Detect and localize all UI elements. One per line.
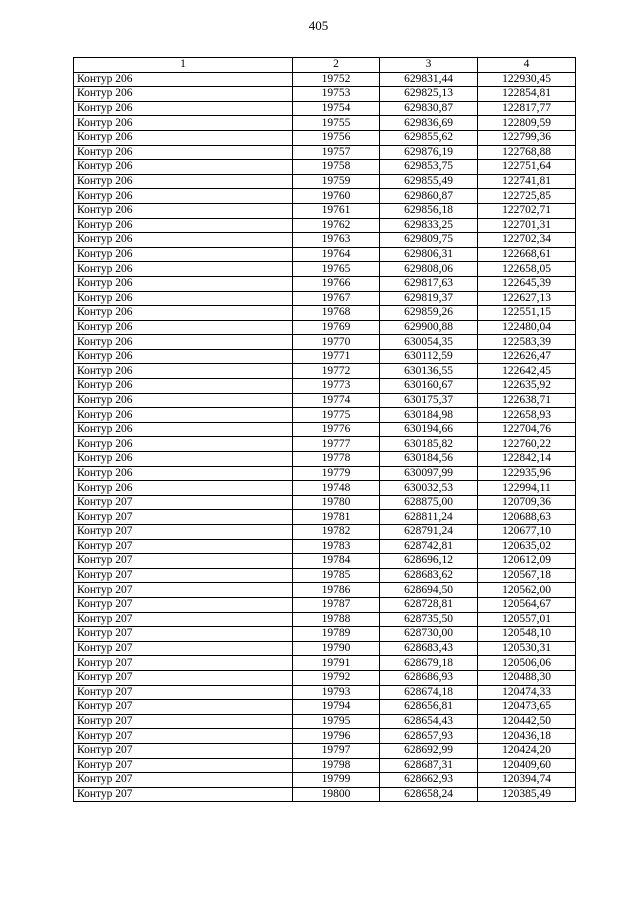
table-row <box>74 276 576 291</box>
cell-coordinate-x: 628875,00 <box>380 495 478 510</box>
cell-coordinate-y: 120688,63 <box>478 510 576 525</box>
cell-contour: Контур 207 <box>74 641 293 656</box>
cell-point-number: 19778 <box>293 452 380 467</box>
cell-contour: Контур 207 <box>74 670 293 685</box>
cell-point-number: 19786 <box>293 583 380 598</box>
cell-coordinate-x: 628683,43 <box>380 641 478 656</box>
cell-contour: Контур 206 <box>74 101 293 116</box>
cell-coordinate-x: 629809,75 <box>380 233 478 248</box>
cell-coordinate-y: 122480,04 <box>478 320 576 335</box>
cell-contour: Контур 206 <box>74 437 293 452</box>
table-row <box>74 539 576 554</box>
table-row <box>74 685 576 700</box>
cell-coordinate-x: 630184,98 <box>380 408 478 423</box>
table-row <box>74 335 576 350</box>
cell-point-number: 19765 <box>293 262 380 277</box>
cell-coordinate-x: 630160,67 <box>380 379 478 394</box>
cell-coordinate-x: 629830,87 <box>380 101 478 116</box>
header-col-3: 3 <box>380 58 478 73</box>
cell-coordinate-y: 122551,15 <box>478 306 576 321</box>
cell-point-number: 19797 <box>293 743 380 758</box>
cell-coordinate-y: 122930,45 <box>478 72 576 87</box>
table-row <box>74 408 576 423</box>
cell-contour: Контур 207 <box>74 510 293 525</box>
cell-coordinate-x: 628694,50 <box>380 583 478 598</box>
cell-coordinate-x: 630054,35 <box>380 335 478 350</box>
cell-contour: Контур 206 <box>74 408 293 423</box>
cell-coordinate-y: 122658,05 <box>478 262 576 277</box>
cell-point-number: 19763 <box>293 233 380 248</box>
table-row <box>74 291 576 306</box>
cell-coordinate-x: 628696,12 <box>380 554 478 569</box>
cell-coordinate-y: 120612,09 <box>478 554 576 569</box>
cell-coordinate-y: 122799,36 <box>478 130 576 145</box>
cell-contour: Контур 207 <box>74 700 293 715</box>
cell-coordinate-y: 122701,31 <box>478 218 576 233</box>
cell-point-number: 19794 <box>293 700 380 715</box>
cell-point-number: 19781 <box>293 510 380 525</box>
cell-point-number: 19767 <box>293 291 380 306</box>
cell-coordinate-y: 120506,06 <box>478 656 576 671</box>
cell-point-number: 19752 <box>293 72 380 87</box>
cell-coordinate-y: 122935,96 <box>478 466 576 481</box>
cell-coordinate-x: 630032,53 <box>380 481 478 496</box>
cell-coordinate-x: 628687,31 <box>380 758 478 773</box>
table-row <box>74 422 576 437</box>
cell-contour: Контур 207 <box>74 729 293 744</box>
cell-contour: Контур 206 <box>74 306 293 321</box>
cell-coordinate-y: 122645,39 <box>478 276 576 291</box>
table-row <box>74 758 576 773</box>
cell-contour: Контур 206 <box>74 262 293 277</box>
cell-coordinate-y: 120436,18 <box>478 729 576 744</box>
cell-coordinate-y: 122842,14 <box>478 452 576 467</box>
cell-contour: Контур 207 <box>74 539 293 554</box>
cell-point-number: 19782 <box>293 525 380 540</box>
table-row <box>74 481 576 496</box>
cell-contour: Контур 206 <box>74 379 293 394</box>
cell-coordinate-y: 122768,88 <box>478 145 576 160</box>
cell-coordinate-y: 122760,22 <box>478 437 576 452</box>
table-body <box>74 72 576 802</box>
cell-coordinate-x: 630136,55 <box>380 364 478 379</box>
cell-coordinate-y: 122817,77 <box>478 101 576 116</box>
cell-point-number: 19793 <box>293 685 380 700</box>
cell-contour: Контур 207 <box>74 743 293 758</box>
cell-contour: Контур 206 <box>74 291 293 306</box>
cell-point-number: 19759 <box>293 174 380 189</box>
cell-coordinate-x: 628686,93 <box>380 670 478 685</box>
header-col-2: 2 <box>293 58 380 73</box>
cell-coordinate-y: 120409,60 <box>478 758 576 773</box>
cell-point-number: 19796 <box>293 729 380 744</box>
cell-coordinate-x: 628658,24 <box>380 787 478 802</box>
cell-coordinate-x: 629819,37 <box>380 291 478 306</box>
cell-point-number: 19789 <box>293 627 380 642</box>
table-row <box>74 641 576 656</box>
page-number: 405 <box>308 18 329 33</box>
table-row <box>74 627 576 642</box>
cell-coordinate-y: 122626,47 <box>478 349 576 364</box>
cell-coordinate-x: 628692,99 <box>380 743 478 758</box>
cell-point-number: 19775 <box>293 408 380 423</box>
table-row <box>74 700 576 715</box>
cell-coordinate-y: 120424,20 <box>478 743 576 758</box>
cell-contour: Контур 206 <box>74 218 293 233</box>
table-row <box>74 349 576 364</box>
cell-point-number: 19780 <box>293 495 380 510</box>
cell-coordinate-x: 629900,88 <box>380 320 478 335</box>
table-row <box>74 72 576 87</box>
cell-point-number: 19772 <box>293 364 380 379</box>
table-row <box>74 379 576 394</box>
cell-coordinate-y: 120557,01 <box>478 612 576 627</box>
cell-coordinate-y: 122809,59 <box>478 116 576 131</box>
header-col-4: 4 <box>478 58 576 73</box>
cell-coordinate-x: 629876,19 <box>380 145 478 160</box>
cell-point-number: 19785 <box>293 568 380 583</box>
cell-coordinate-x: 628656,81 <box>380 700 478 715</box>
cell-coordinate-x: 628674,18 <box>380 685 478 700</box>
cell-coordinate-y: 120488,30 <box>478 670 576 685</box>
cell-coordinate-x: 629808,06 <box>380 262 478 277</box>
cell-point-number: 19754 <box>293 101 380 116</box>
cell-contour: Контур 206 <box>74 422 293 437</box>
cell-coordinate-x: 628811,24 <box>380 510 478 525</box>
cell-coordinate-x: 629836,69 <box>380 116 478 131</box>
cell-coordinate-y: 120474,33 <box>478 685 576 700</box>
cell-coordinate-y: 120635,02 <box>478 539 576 554</box>
cell-contour: Контур 207 <box>74 773 293 788</box>
table-row <box>74 510 576 525</box>
table-row <box>74 568 576 583</box>
cell-contour: Контур 207 <box>74 495 293 510</box>
cell-coordinate-y: 120394,74 <box>478 773 576 788</box>
cell-point-number: 19783 <box>293 539 380 554</box>
table-row <box>74 495 576 510</box>
cell-coordinate-y: 122702,71 <box>478 203 576 218</box>
cell-coordinate-x: 629859,26 <box>380 306 478 321</box>
cell-point-number: 19784 <box>293 554 380 569</box>
cell-coordinate-x: 628683,62 <box>380 568 478 583</box>
cell-point-number: 19758 <box>293 160 380 175</box>
cell-coordinate-y: 122668,61 <box>478 247 576 262</box>
cell-coordinate-y: 122658,93 <box>478 408 576 423</box>
cell-contour: Контур 206 <box>74 452 293 467</box>
table-row <box>74 247 576 262</box>
cell-point-number: 19791 <box>293 656 380 671</box>
table-row <box>74 714 576 729</box>
cell-contour: Контур 207 <box>74 787 293 802</box>
cell-contour: Контур 206 <box>74 87 293 102</box>
cell-point-number: 19790 <box>293 641 380 656</box>
cell-coordinate-x: 630184,56 <box>380 452 478 467</box>
table-row <box>74 452 576 467</box>
cell-point-number: 19798 <box>293 758 380 773</box>
cell-coordinate-x: 629853,75 <box>380 160 478 175</box>
cell-coordinate-y: 122642,45 <box>478 364 576 379</box>
cell-coordinate-y: 120385,49 <box>478 787 576 802</box>
cell-point-number: 19787 <box>293 597 380 612</box>
cell-contour: Контур 207 <box>74 568 293 583</box>
cell-coordinate-y: 120677,10 <box>478 525 576 540</box>
cell-coordinate-y: 122627,13 <box>478 291 576 306</box>
table-row <box>74 233 576 248</box>
cell-coordinate-x: 630112,59 <box>380 349 478 364</box>
coordinates-table <box>73 57 576 802</box>
cell-coordinate-y: 120548,10 <box>478 627 576 642</box>
cell-contour: Контур 207 <box>74 525 293 540</box>
table-header <box>74 58 576 73</box>
table-row <box>74 145 576 160</box>
cell-coordinate-y: 122583,39 <box>478 335 576 350</box>
cell-contour: Контур 206 <box>74 320 293 335</box>
cell-point-number: 19795 <box>293 714 380 729</box>
cell-contour: Контур 206 <box>74 189 293 204</box>
cell-coordinate-y: 122751,64 <box>478 160 576 175</box>
cell-contour: Контур 206 <box>74 393 293 408</box>
table-row <box>74 656 576 671</box>
cell-coordinate-y: 120473,65 <box>478 700 576 715</box>
cell-coordinate-y: 122635,92 <box>478 379 576 394</box>
cell-contour: Контур 207 <box>74 597 293 612</box>
cell-coordinate-y: 120564,67 <box>478 597 576 612</box>
table-row <box>74 437 576 452</box>
cell-coordinate-x: 628662,93 <box>380 773 478 788</box>
cell-contour: Контур 207 <box>74 583 293 598</box>
cell-contour: Контур 206 <box>74 335 293 350</box>
table-row <box>74 130 576 145</box>
cell-coordinate-x: 630175,37 <box>380 393 478 408</box>
cell-point-number: 19761 <box>293 203 380 218</box>
cell-contour: Контур 206 <box>74 174 293 189</box>
cell-point-number: 19762 <box>293 218 380 233</box>
cell-contour: Контур 206 <box>74 247 293 262</box>
cell-point-number: 19779 <box>293 466 380 481</box>
cell-contour: Контур 206 <box>74 160 293 175</box>
cell-point-number: 19777 <box>293 437 380 452</box>
cell-coordinate-x: 630194,66 <box>380 422 478 437</box>
cell-coordinate-x: 629825,13 <box>380 87 478 102</box>
table-row <box>74 320 576 335</box>
cell-coordinate-y: 120442,50 <box>478 714 576 729</box>
table-row <box>74 743 576 758</box>
cell-coordinate-y: 122638,71 <box>478 393 576 408</box>
cell-contour: Контур 206 <box>74 349 293 364</box>
cell-coordinate-y: 120530,31 <box>478 641 576 656</box>
cell-coordinate-y: 120567,18 <box>478 568 576 583</box>
table-row <box>74 670 576 685</box>
table-row <box>74 306 576 321</box>
table-row <box>74 218 576 233</box>
cell-coordinate-x: 629817,63 <box>380 276 478 291</box>
cell-coordinate-x: 628742,81 <box>380 539 478 554</box>
cell-coordinate-x: 628728,81 <box>380 597 478 612</box>
table-row <box>74 364 576 379</box>
cell-point-number: 19799 <box>293 773 380 788</box>
table-row <box>74 597 576 612</box>
cell-coordinate-x: 628730,00 <box>380 627 478 642</box>
cell-point-number: 19768 <box>293 306 380 321</box>
cell-coordinate-x: 628654,43 <box>380 714 478 729</box>
cell-point-number: 19760 <box>293 189 380 204</box>
cell-coordinate-x: 628791,24 <box>380 525 478 540</box>
cell-coordinate-x: 629831,44 <box>380 72 478 87</box>
table-row <box>74 729 576 744</box>
cell-coordinate-y: 120562,00 <box>478 583 576 598</box>
cell-coordinate-x: 629855,49 <box>380 174 478 189</box>
cell-point-number: 19792 <box>293 670 380 685</box>
cell-coordinate-y: 120709,36 <box>478 495 576 510</box>
table-row <box>74 116 576 131</box>
cell-coordinate-y: 122741,81 <box>478 174 576 189</box>
cell-contour: Контур 207 <box>74 758 293 773</box>
header-col-1: 1 <box>74 58 293 73</box>
cell-coordinate-x: 628657,93 <box>380 729 478 744</box>
cell-contour: Контур 206 <box>74 72 293 87</box>
cell-coordinate-x: 628735,50 <box>380 612 478 627</box>
cell-contour: Контур 207 <box>74 554 293 569</box>
cell-coordinate-x: 630097,99 <box>380 466 478 481</box>
cell-coordinate-x: 629856,18 <box>380 203 478 218</box>
cell-contour: Контур 206 <box>74 130 293 145</box>
table-row <box>74 583 576 598</box>
cell-contour: Контур 206 <box>74 364 293 379</box>
cell-contour: Контур 207 <box>74 685 293 700</box>
table-row <box>74 612 576 627</box>
cell-point-number: 19756 <box>293 130 380 145</box>
cell-coordinate-x: 628679,18 <box>380 656 478 671</box>
cell-point-number: 19748 <box>293 481 380 496</box>
table-row <box>74 174 576 189</box>
table-row <box>74 203 576 218</box>
cell-point-number: 19771 <box>293 349 380 364</box>
table-row <box>74 189 576 204</box>
cell-contour: Контур 206 <box>74 145 293 160</box>
table-row <box>74 466 576 481</box>
table-row <box>74 554 576 569</box>
cell-contour: Контур 207 <box>74 656 293 671</box>
cell-contour: Контур 206 <box>74 233 293 248</box>
cell-contour: Контур 206 <box>74 481 293 496</box>
cell-point-number: 19773 <box>293 379 380 394</box>
table-row <box>74 87 576 102</box>
cell-point-number: 19788 <box>293 612 380 627</box>
table-row <box>74 393 576 408</box>
cell-point-number: 19776 <box>293 422 380 437</box>
cell-coordinate-y: 122854,81 <box>478 87 576 102</box>
cell-point-number: 19769 <box>293 320 380 335</box>
cell-coordinate-x: 629855,62 <box>380 130 478 145</box>
cell-point-number: 19774 <box>293 393 380 408</box>
cell-contour: Контур 206 <box>74 276 293 291</box>
cell-coordinate-x: 629860,87 <box>380 189 478 204</box>
cell-point-number: 19764 <box>293 247 380 262</box>
cell-point-number: 19770 <box>293 335 380 350</box>
cell-contour: Контур 206 <box>74 466 293 481</box>
cell-contour: Контур 207 <box>74 714 293 729</box>
cell-contour: Контур 207 <box>74 627 293 642</box>
table-row <box>74 160 576 175</box>
table-row <box>74 525 576 540</box>
cell-contour: Контур 206 <box>74 203 293 218</box>
cell-point-number: 19755 <box>293 116 380 131</box>
cell-point-number: 19757 <box>293 145 380 160</box>
cell-point-number: 19766 <box>293 276 380 291</box>
cell-coordinate-x: 629833,25 <box>380 218 478 233</box>
cell-point-number: 19800 <box>293 787 380 802</box>
cell-coordinate-y: 122704,76 <box>478 422 576 437</box>
cell-coordinate-x: 630185,82 <box>380 437 478 452</box>
cell-coordinate-x: 629806,31 <box>380 247 478 262</box>
cell-point-number: 19753 <box>293 87 380 102</box>
cell-contour: Контур 207 <box>74 612 293 627</box>
cell-coordinate-y: 122702,34 <box>478 233 576 248</box>
table-row <box>74 101 576 116</box>
cell-coordinate-y: 122725,85 <box>478 189 576 204</box>
header-row <box>74 58 576 73</box>
cell-contour: Контур 206 <box>74 116 293 131</box>
table-row <box>74 787 576 802</box>
table-row <box>74 262 576 277</box>
cell-coordinate-y: 122994,11 <box>478 481 576 496</box>
table-row <box>74 773 576 788</box>
